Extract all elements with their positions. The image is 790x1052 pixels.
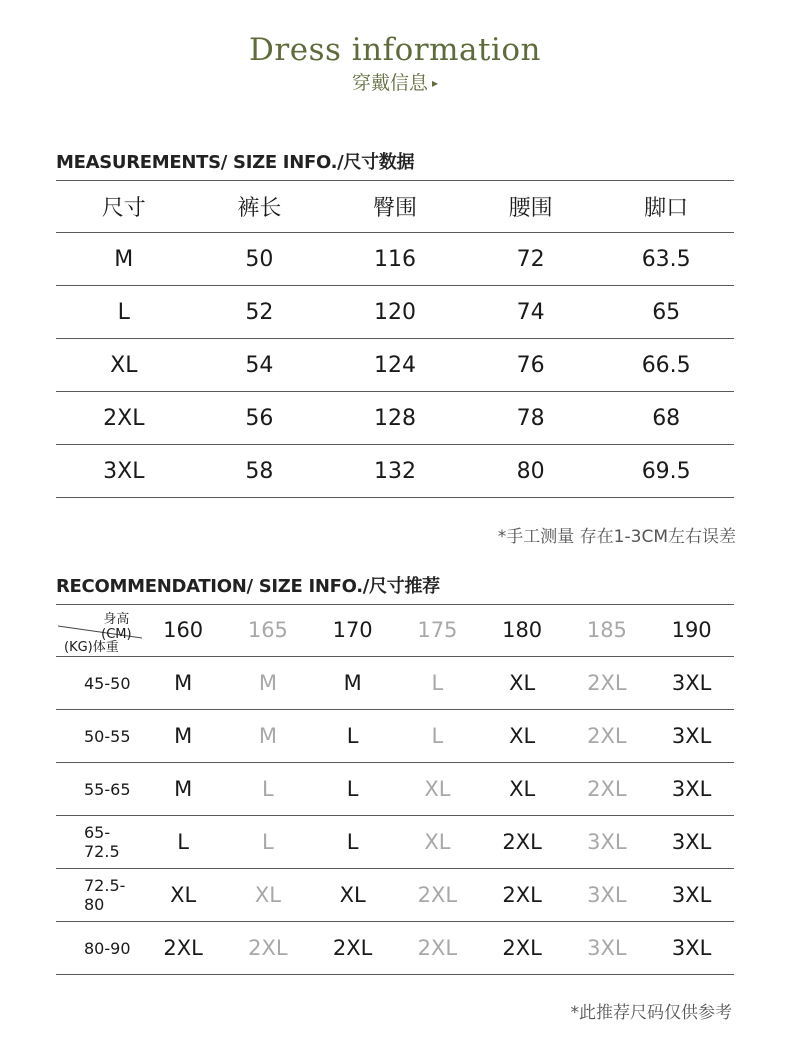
recommended-size: 2XL xyxy=(480,922,565,975)
measurement-cell: M xyxy=(56,233,192,286)
height-160: 160 xyxy=(141,604,226,657)
measurement-cell: L xyxy=(56,286,192,339)
recommended-size: XL xyxy=(310,869,395,922)
measurement-cell: XL xyxy=(56,339,192,392)
measurement-cell: 56 xyxy=(192,392,328,445)
recommended-size: L xyxy=(226,816,311,869)
recommended-size: 2XL xyxy=(226,922,311,975)
measurement-cell: 74 xyxy=(463,286,599,339)
measurement-cell: 132 xyxy=(327,445,463,498)
recommended-size: 3XL xyxy=(649,763,734,816)
measurement-row xyxy=(56,392,734,445)
recommended-size: 3XL xyxy=(649,869,734,922)
weight-range: 50-55 xyxy=(56,710,141,763)
measurement-row xyxy=(56,286,734,339)
recommended-size: XL xyxy=(480,763,565,816)
corner-height-label: 身高(CM) xyxy=(101,612,132,642)
weight-range: 72.5-80 xyxy=(56,869,141,922)
measurement-cell: 76 xyxy=(463,339,599,392)
measurement-cell: 124 xyxy=(327,339,463,392)
recommended-size: M xyxy=(226,710,311,763)
recommended-size: 3XL xyxy=(565,869,650,922)
recommended-size: 2XL xyxy=(480,869,565,922)
measurement-cell: 120 xyxy=(327,286,463,339)
recommended-size: M xyxy=(226,657,311,710)
recommended-size: XL xyxy=(480,710,565,763)
height-175: 175 xyxy=(395,604,480,657)
measurement-row xyxy=(56,233,734,286)
corner-header xyxy=(56,604,141,657)
recommended-size: 2XL xyxy=(565,710,650,763)
header-hip: 臀围 xyxy=(327,180,463,233)
measurement-cell: 54 xyxy=(192,339,328,392)
recommended-size: XL xyxy=(480,657,565,710)
weight-range: 45-50 xyxy=(56,657,141,710)
measurement-cell: 66.5 xyxy=(598,339,734,392)
recommendation-row xyxy=(56,657,734,710)
page-header xyxy=(0,30,790,96)
weight-range: 65-72.5 xyxy=(56,816,141,869)
page-subtitle xyxy=(0,70,790,96)
measurement-cell: 63.5 xyxy=(598,233,734,286)
recommended-size: 2XL xyxy=(480,816,565,869)
recommendation-header-row xyxy=(56,604,734,657)
measurement-cell: 116 xyxy=(327,233,463,286)
recommendation-row xyxy=(56,763,734,816)
corner-weight-label: (KG)体重 xyxy=(64,640,119,655)
measurements-header-row xyxy=(56,180,734,233)
recommended-size: 3XL xyxy=(649,710,734,763)
measurements-table xyxy=(56,180,734,498)
recommended-size: 3XL xyxy=(565,816,650,869)
measurement-cell: 2XL xyxy=(56,392,192,445)
recommended-size: L xyxy=(141,816,226,869)
measurement-cell: 128 xyxy=(327,392,463,445)
measurement-cell: 80 xyxy=(463,445,599,498)
recommendation-table xyxy=(56,604,734,975)
play-arrow-icon: ▸ xyxy=(431,76,439,90)
measurement-row xyxy=(56,445,734,498)
recommended-size: M xyxy=(141,763,226,816)
recommendation-row xyxy=(56,710,734,763)
height-180: 180 xyxy=(480,604,565,657)
recommended-size: M xyxy=(141,710,226,763)
recommendation-row xyxy=(56,869,734,922)
recommended-size: 3XL xyxy=(649,657,734,710)
recommended-size: M xyxy=(141,657,226,710)
recommended-size: L xyxy=(310,816,395,869)
recommended-size: M xyxy=(310,657,395,710)
header-size: 尺寸 xyxy=(56,180,192,233)
header-waist: 腰围 xyxy=(463,180,599,233)
recommended-size: 2XL xyxy=(395,922,480,975)
subtitle-text: 穿戴信息 xyxy=(351,72,428,94)
weight-range: 80-90 xyxy=(56,922,141,975)
recommended-size: 3XL xyxy=(649,816,734,869)
measurement-cell: 65 xyxy=(598,286,734,339)
recommended-size: 2XL xyxy=(565,763,650,816)
recommended-size: L xyxy=(226,763,311,816)
recommended-size: L xyxy=(310,763,395,816)
measurement-cell: 52 xyxy=(192,286,328,339)
recommendation-row xyxy=(56,816,734,869)
recommended-size: XL xyxy=(226,869,311,922)
measurements-section-title: MEASUREMENTS/ SIZE INFO./尺寸数据 xyxy=(56,152,415,173)
header-pants-length: 裤长 xyxy=(192,180,328,233)
measurement-cell: 69.5 xyxy=(598,445,734,498)
height-165: 165 xyxy=(226,604,311,657)
height-170: 170 xyxy=(310,604,395,657)
measurement-note: *手工测量 存在1-3CM左右误差 xyxy=(497,527,736,547)
recommended-size: L xyxy=(395,710,480,763)
recommended-size: 3XL xyxy=(565,922,650,975)
recommended-size: XL xyxy=(395,763,480,816)
measurement-cell: 78 xyxy=(463,392,599,445)
recommended-size: XL xyxy=(395,816,480,869)
recommended-size: 3XL xyxy=(649,922,734,975)
measurement-cell: 72 xyxy=(463,233,599,286)
height-185: 185 xyxy=(565,604,650,657)
recommended-size: 2XL xyxy=(310,922,395,975)
measurement-row xyxy=(56,339,734,392)
recommended-size: XL xyxy=(141,869,226,922)
recommended-size: 2XL xyxy=(565,657,650,710)
recommendation-note: *此推荐尺码仅供参考 xyxy=(570,1003,732,1023)
measurement-cell: 3XL xyxy=(56,445,192,498)
header-leg-opening: 脚口 xyxy=(598,180,734,233)
measurement-cell: 58 xyxy=(192,445,328,498)
recommendation-section-title: RECOMMENDATION/ SIZE INFO./尺寸推荐 xyxy=(56,576,440,597)
recommendation-row xyxy=(56,922,734,975)
recommended-size: L xyxy=(395,657,480,710)
height-190: 190 xyxy=(649,604,734,657)
weight-range: 55-65 xyxy=(56,763,141,816)
measurement-cell: 50 xyxy=(192,233,328,286)
recommended-size: 2XL xyxy=(141,922,226,975)
measurement-cell: 68 xyxy=(598,392,734,445)
recommended-size: L xyxy=(310,710,395,763)
recommended-size: 2XL xyxy=(395,869,480,922)
page-title: Dress information xyxy=(249,32,541,68)
